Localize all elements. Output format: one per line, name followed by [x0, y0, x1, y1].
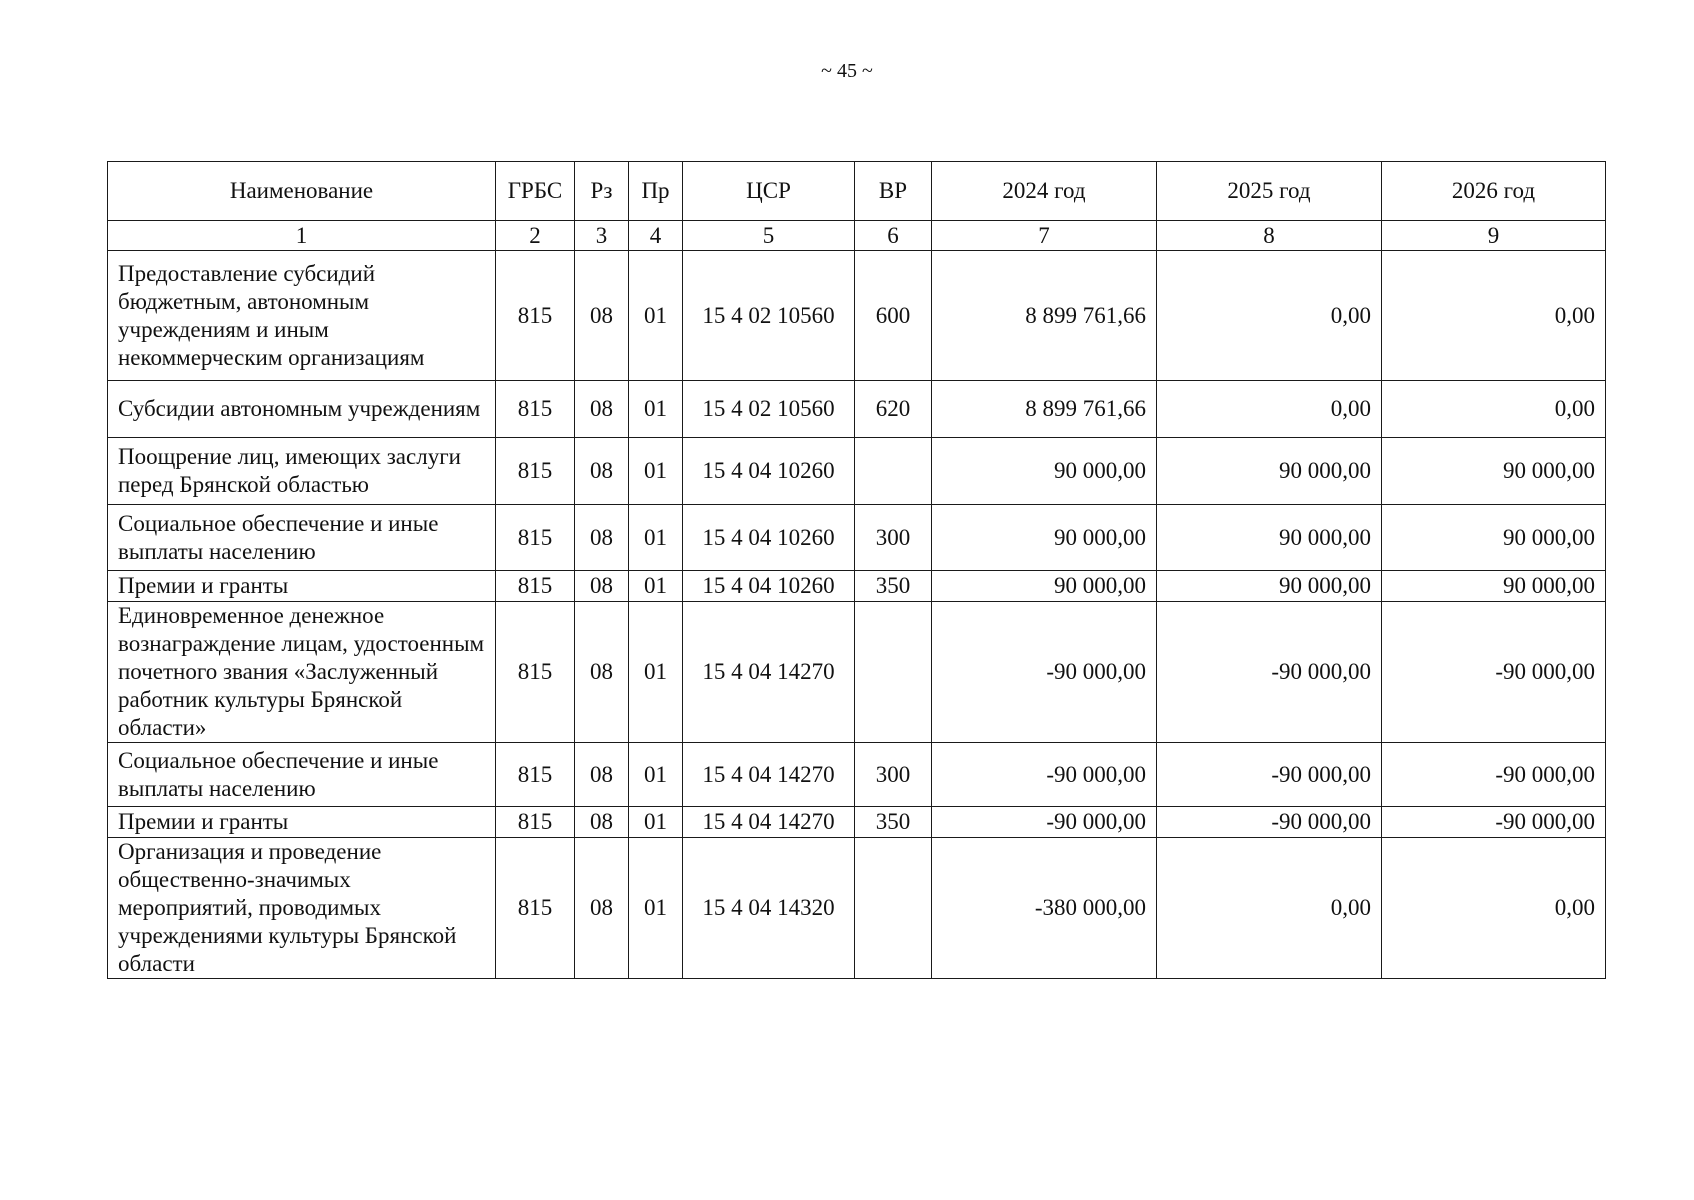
table-row [108, 743, 1606, 807]
cell-grbs: 815 [496, 807, 575, 838]
cell-2026: 0,00 [1382, 381, 1606, 438]
cell-rz: 08 [575, 807, 629, 838]
cell-name: Социальное обеспечение и иные выплаты населению [108, 743, 496, 807]
cell-vr [855, 438, 932, 505]
cell-csr: 15 4 04 10260 [683, 438, 855, 505]
cell-grbs: 815 [496, 505, 575, 571]
column-number: 7 [932, 221, 1157, 251]
cell-2024: 90 000,00 [932, 571, 1157, 602]
header-vr: ВР [855, 162, 932, 221]
cell-pr: 01 [629, 838, 683, 979]
cell-rz: 08 [575, 571, 629, 602]
cell-pr: 01 [629, 438, 683, 505]
cell-2025: 90 000,00 [1157, 505, 1382, 571]
header-2026: 2026 год [1382, 162, 1606, 221]
budget-table [107, 161, 1606, 979]
table-row [108, 602, 1606, 743]
cell-grbs: 815 [496, 743, 575, 807]
table-row [108, 838, 1606, 979]
column-number: 5 [683, 221, 855, 251]
cell-2025: 0,00 [1157, 381, 1382, 438]
header-name: Наименование [108, 162, 496, 221]
table-row [108, 505, 1606, 571]
cell-name: Субсидии автономным учреждениям [108, 381, 496, 438]
cell-name: Премии и гранты [108, 571, 496, 602]
table-row [108, 381, 1606, 438]
cell-2026: -90 000,00 [1382, 743, 1606, 807]
cell-csr: 15 4 04 14270 [683, 602, 855, 743]
cell-2025: 0,00 [1157, 251, 1382, 381]
cell-2024: 90 000,00 [932, 438, 1157, 505]
header-csr: ЦСР [683, 162, 855, 221]
cell-rz: 08 [575, 381, 629, 438]
cell-2024: 8 899 761,66 [932, 381, 1157, 438]
cell-2026: 0,00 [1382, 838, 1606, 979]
cell-csr: 15 4 04 14270 [683, 807, 855, 838]
cell-name: Социальное обеспечение и иные выплаты населению [108, 505, 496, 571]
cell-csr: 15 4 04 14270 [683, 743, 855, 807]
cell-csr: 15 4 04 14320 [683, 838, 855, 979]
cell-csr: 15 4 04 10260 [683, 505, 855, 571]
cell-vr [855, 602, 932, 743]
cell-pr: 01 [629, 505, 683, 571]
column-number: 4 [629, 221, 683, 251]
cell-2025: 90 000,00 [1157, 438, 1382, 505]
column-number: 1 [108, 221, 496, 251]
cell-2024: -380 000,00 [932, 838, 1157, 979]
cell-vr: 350 [855, 571, 932, 602]
cell-vr: 300 [855, 505, 932, 571]
cell-rz: 08 [575, 838, 629, 979]
column-number: 2 [496, 221, 575, 251]
cell-rz: 08 [575, 438, 629, 505]
cell-2025: -90 000,00 [1157, 743, 1382, 807]
header-pr: Пр [629, 162, 683, 221]
cell-vr [855, 838, 932, 979]
cell-vr: 300 [855, 743, 932, 807]
cell-2026: 90 000,00 [1382, 438, 1606, 505]
cell-grbs: 815 [496, 381, 575, 438]
header-row [108, 162, 1606, 221]
cell-2026: -90 000,00 [1382, 602, 1606, 743]
cell-2025: 90 000,00 [1157, 571, 1382, 602]
cell-csr: 15 4 02 10560 [683, 381, 855, 438]
cell-csr: 15 4 02 10560 [683, 251, 855, 381]
cell-pr: 01 [629, 743, 683, 807]
cell-vr: 600 [855, 251, 932, 381]
header-rz: Рз [575, 162, 629, 221]
column-number-row [108, 221, 1606, 251]
cell-2024: -90 000,00 [932, 807, 1157, 838]
cell-rz: 08 [575, 602, 629, 743]
cell-2024: -90 000,00 [932, 602, 1157, 743]
header-grbs: ГРБС [496, 162, 575, 221]
cell-pr: 01 [629, 571, 683, 602]
cell-2025: -90 000,00 [1157, 807, 1382, 838]
cell-name: Предоставление субсидий бюджетным, автономным учреждениям и иным некоммерческим организациям [108, 251, 496, 381]
cell-name: Организация и проведение общественно-значимых мероприятий, проводимых учреждениями культуры Брянской области [108, 838, 496, 979]
cell-rz: 08 [575, 743, 629, 807]
cell-2026: -90 000,00 [1382, 807, 1606, 838]
cell-vr: 620 [855, 381, 932, 438]
cell-grbs: 815 [496, 251, 575, 381]
cell-2024: 8 899 761,66 [932, 251, 1157, 381]
cell-grbs: 815 [496, 602, 575, 743]
cell-grbs: 815 [496, 571, 575, 602]
cell-csr: 15 4 04 10260 [683, 571, 855, 602]
cell-name: Поощрение лиц, имеющих заслуги перед Брянской областью [108, 438, 496, 505]
cell-name: Единовременное денежное вознаграждение лицам, удостоенным почетного звания «Заслуженный работник культуры Брянской области» [108, 602, 496, 743]
page-number: ~ 45 ~ [821, 60, 873, 82]
cell-grbs: 815 [496, 438, 575, 505]
column-number: 6 [855, 221, 932, 251]
cell-rz: 08 [575, 251, 629, 381]
cell-2024: -90 000,00 [932, 743, 1157, 807]
cell-2025: 0,00 [1157, 838, 1382, 979]
cell-rz: 08 [575, 505, 629, 571]
cell-2026: 90 000,00 [1382, 505, 1606, 571]
table-row [108, 807, 1606, 838]
cell-pr: 01 [629, 381, 683, 438]
cell-2024: 90 000,00 [932, 505, 1157, 571]
cell-name: Премии и гранты [108, 807, 496, 838]
cell-pr: 01 [629, 807, 683, 838]
column-number: 9 [1382, 221, 1606, 251]
cell-vr: 350 [855, 807, 932, 838]
cell-2026: 90 000,00 [1382, 571, 1606, 602]
header-2024: 2024 год [932, 162, 1157, 221]
column-number: 3 [575, 221, 629, 251]
column-number: 8 [1157, 221, 1382, 251]
table-row [108, 251, 1606, 381]
table-row [108, 571, 1606, 602]
cell-pr: 01 [629, 251, 683, 381]
cell-grbs: 815 [496, 838, 575, 979]
header-2025: 2025 год [1157, 162, 1382, 221]
cell-2026: 0,00 [1382, 251, 1606, 381]
cell-pr: 01 [629, 602, 683, 743]
table-row [108, 438, 1606, 505]
cell-2025: -90 000,00 [1157, 602, 1382, 743]
